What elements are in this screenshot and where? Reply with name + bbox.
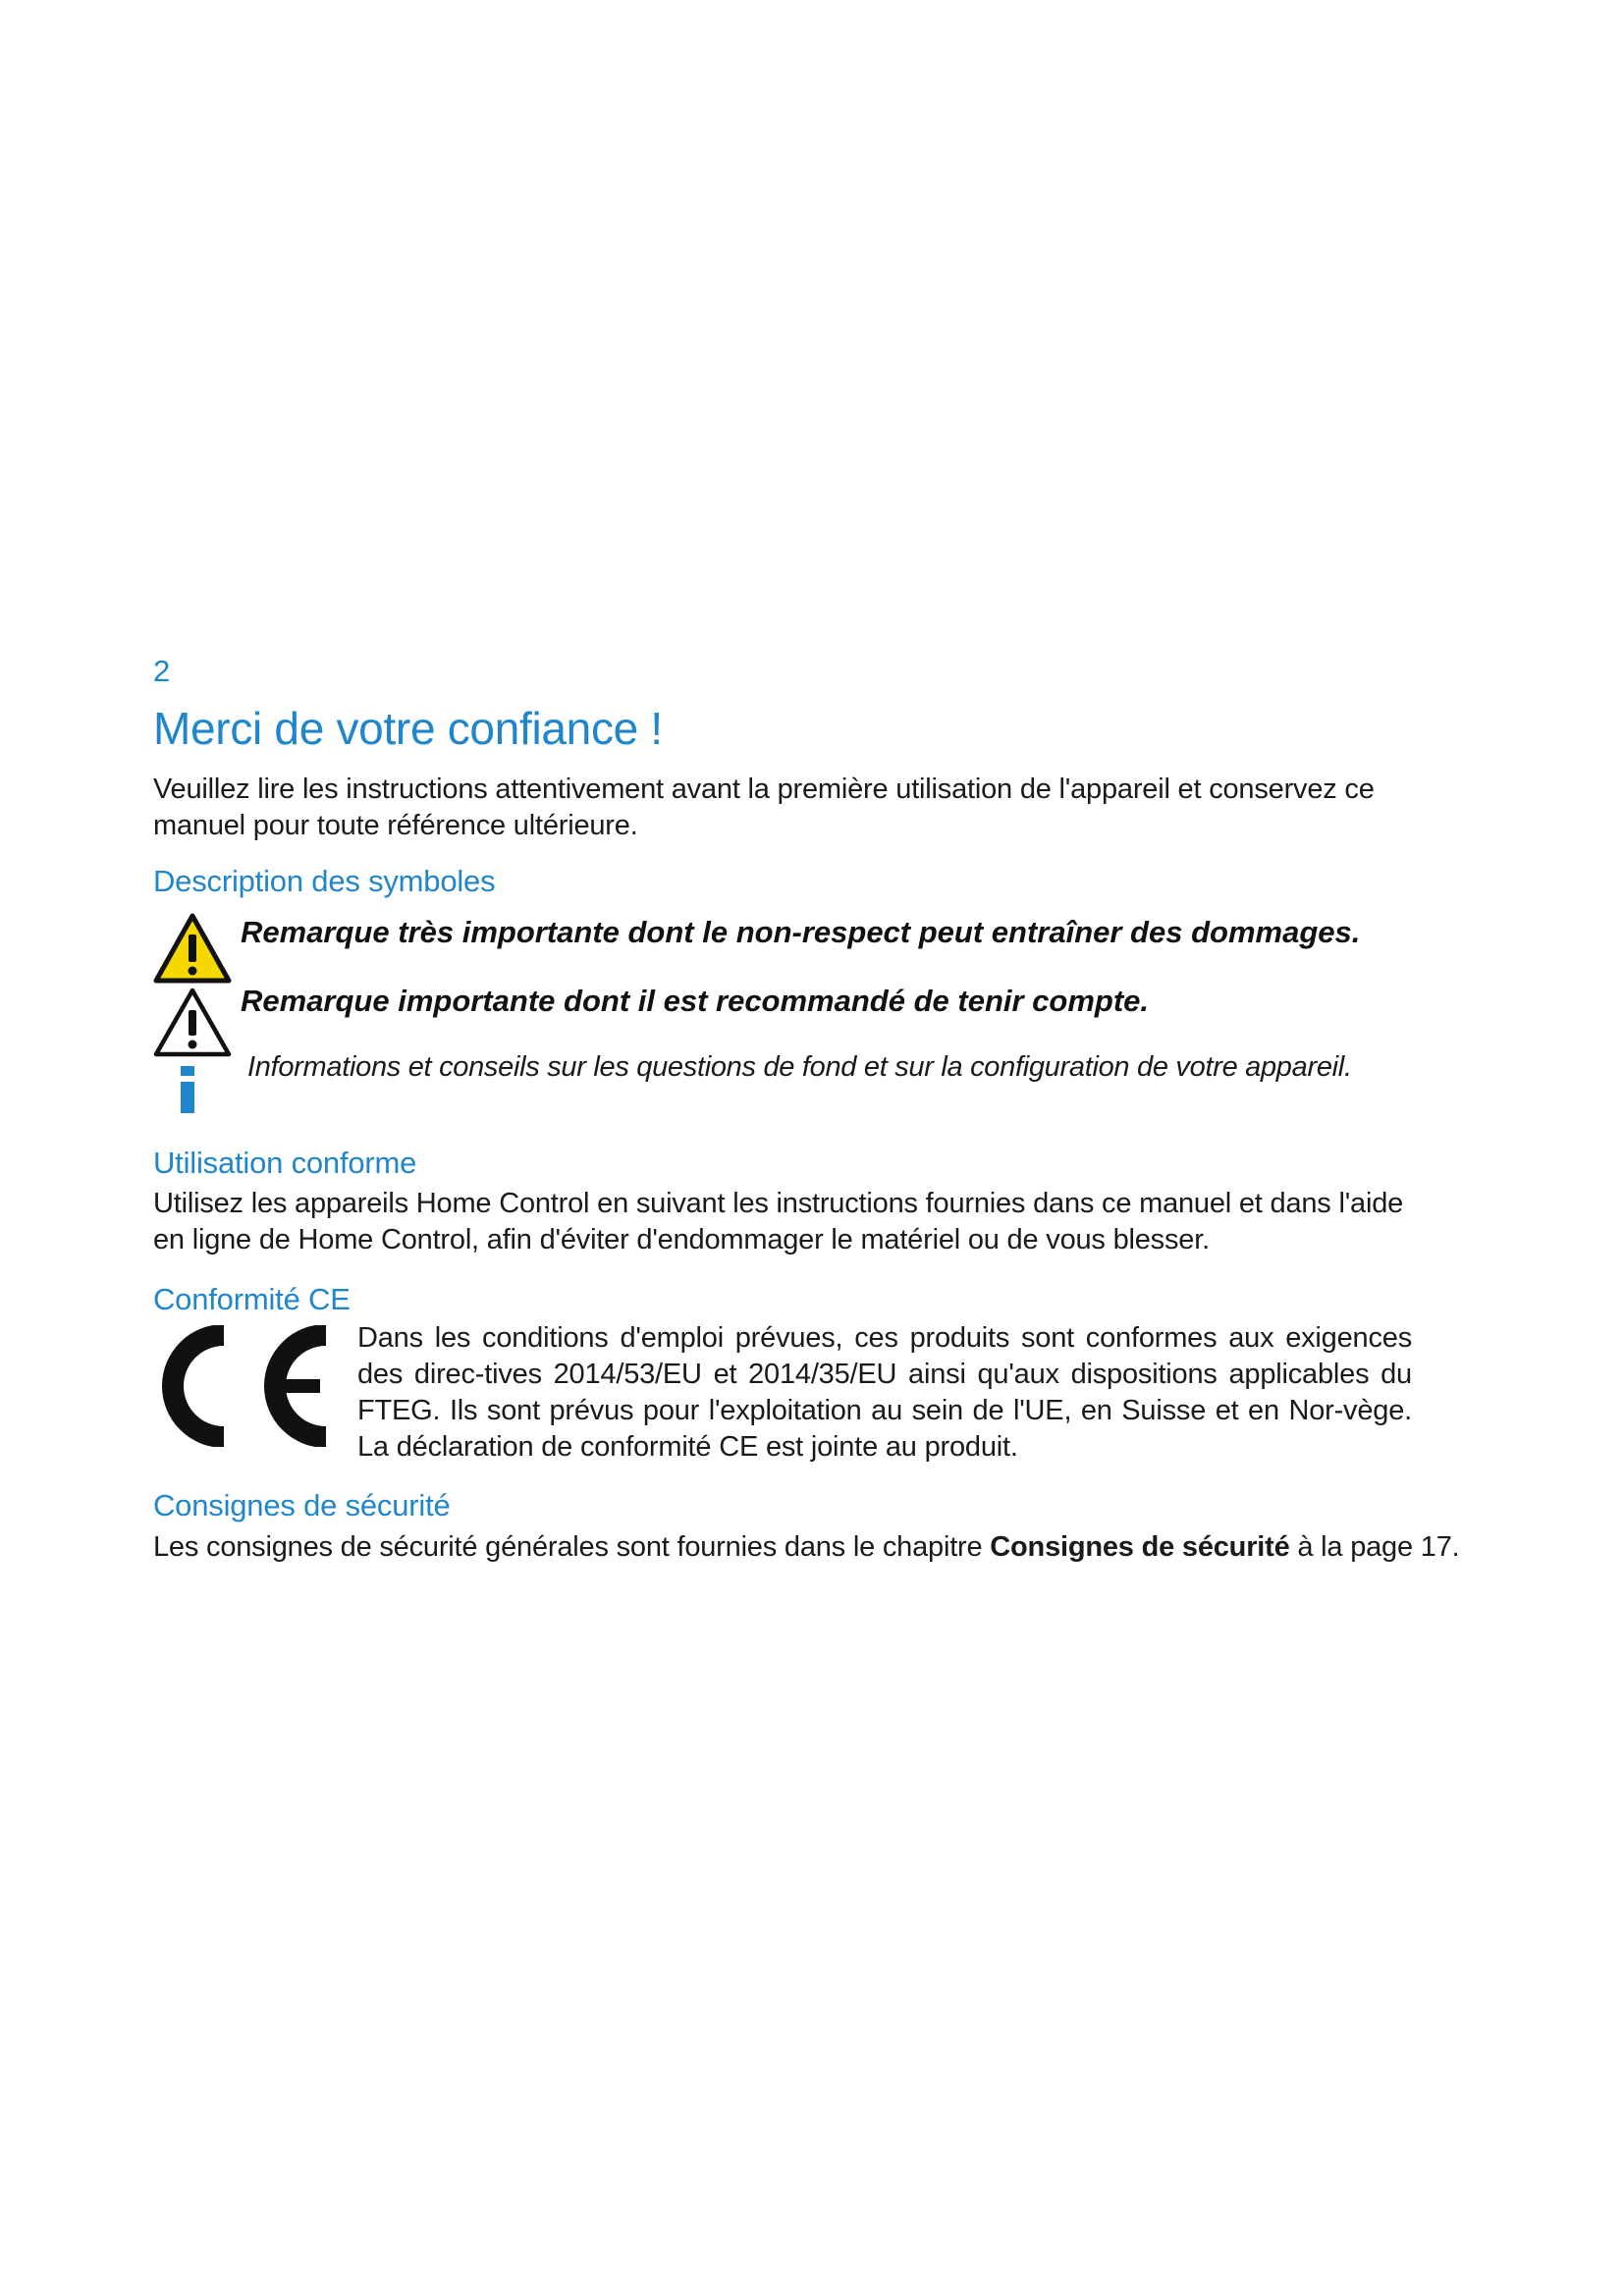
usage-heading: Utilisation conforme: [153, 1146, 417, 1180]
safety-text-before: Les consignes de sécurité générales sont fournies dans le chapitre: [153, 1531, 991, 1563]
safety-paragraph: [153, 1529, 1460, 1566]
info-icon: [177, 1064, 198, 1120]
symbol-text-important: Remarque importante dont il est recommandé de tenir compte.: [241, 984, 1150, 1018]
safety-heading: Consignes de sécurité: [153, 1488, 451, 1522]
safety-text-after: à la page 17.: [1289, 1531, 1460, 1563]
symbol-text-very-important: Remarque très importante dont le non-respect peut entraîner des dommages.: [241, 915, 1361, 949]
page-title: Merci de votre confiance !: [153, 703, 663, 754]
intro-paragraph: Veuillez lire les instructions attentivement avant la première utilisation de l'appareil et conservez ce manuel pour toute référence ultérieure.: [153, 774, 1375, 841]
ce-paragraph: Dans les conditions d'emploi prévues, ces produits sont conformes aux exigences des direc-tives 2014/53/EU et 2014/35/EU ainsi qu'aux dispositions applicables du FTEG. Ils sont prévus pour l'exploitation au sein de l'UE, en Suisse et en Nor-vège. La déclaration de conformité CE est jointe au produit.: [357, 1322, 1412, 1463]
usage-paragraph: Utilisez les appareils Home Control en suivant les instructions fournies dans ce manuel et dans l'aide en ligne de Home Control, afin d'éviter d'endommager le matériel ou de vous blesser.: [153, 1188, 1404, 1255]
ce-heading: Conformité CE: [153, 1282, 351, 1316]
ce-mark-icon: [153, 1325, 332, 1452]
page-number: 2: [153, 654, 171, 688]
symbol-text-info: Informations et conseils sur les questions de fond et sur la configuration de votre appareil.: [247, 1051, 1352, 1083]
safety-chapter-reference[interactable]: Consignes de sécurité: [990, 1531, 1290, 1563]
warning-triangle-outline-icon: [153, 987, 232, 1062]
warning-triangle-yellow-icon: [153, 913, 232, 988]
symbols-heading: Description des symboles: [153, 864, 496, 898]
